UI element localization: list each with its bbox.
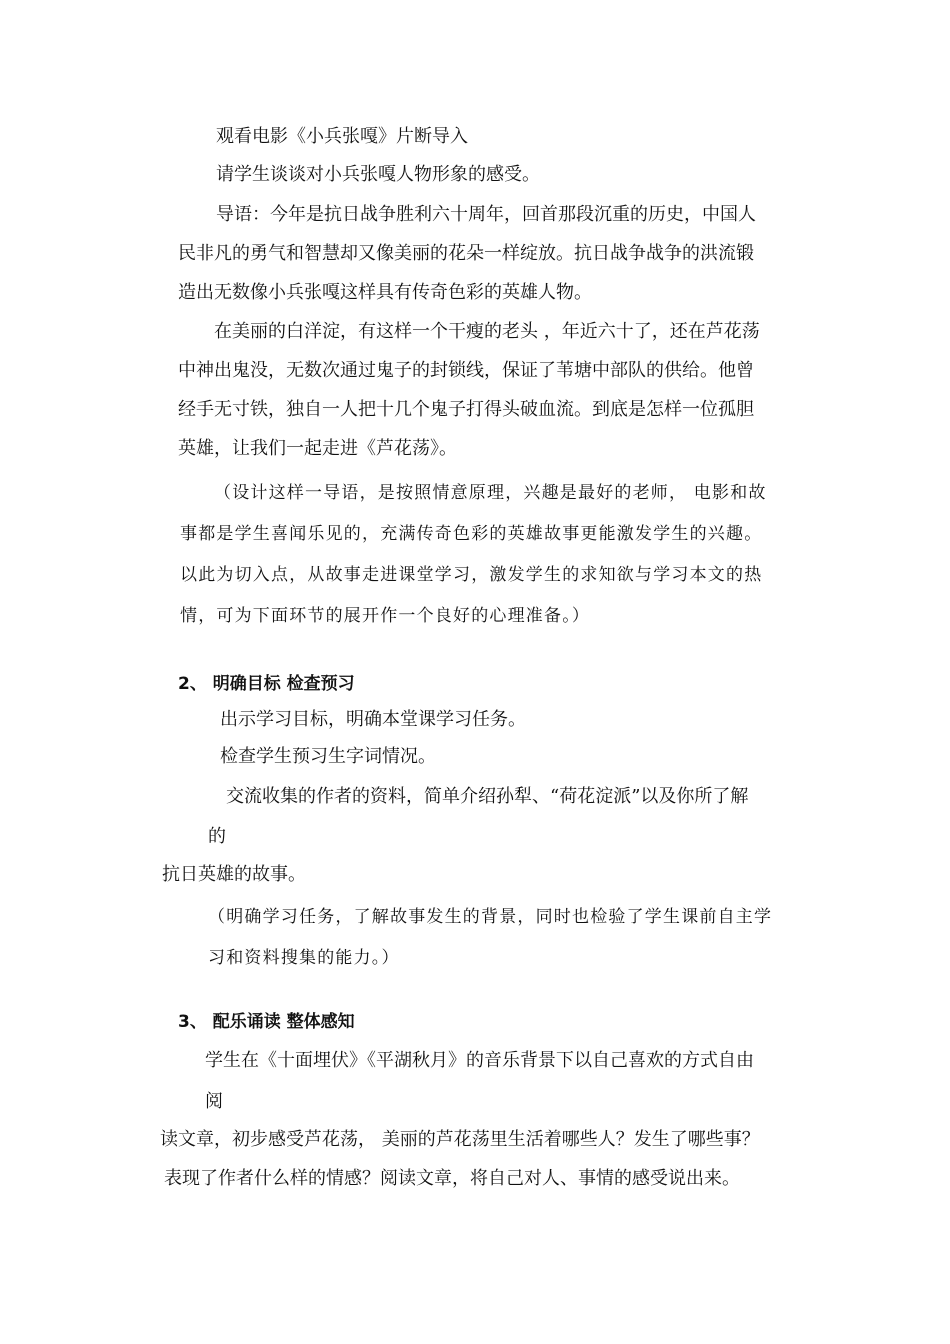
section2-line: 的	[208, 826, 226, 847]
story-paragraph-line: 中神出鬼没，无数次通过鬼子的封锁线，保证了苇塘中部队的供给。他曾	[178, 360, 754, 381]
section3-line: 学生在《十面埋伏》《平湖秋月》的音乐背景下以自己喜欢的方式自由	[205, 1050, 754, 1071]
guide-paragraph-line: 民非凡的勇气和智慧却又像美丽的花朵一样绽放。抗日战争战争的洪流锻	[178, 243, 754, 264]
story-paragraph-line: 英雄，让我们一起走进《芦花荡》。	[178, 438, 457, 459]
design-note-line: 事都是学生喜闻乐见的，充满传奇色彩的英雄故事更能激发学生的兴趣。	[180, 524, 763, 544]
intro-line: 请学生谈谈对小兵张嘎人物形象的感受。	[216, 164, 540, 185]
section3-line: 读文章，初步感受芦花荡， 美丽的芦花荡里生活着哪些人？发生了哪些事？	[160, 1129, 760, 1150]
guide-paragraph-line: 导语：今年是抗日战争胜利六十周年，回首那段沉重的历史，中国人	[216, 204, 756, 225]
story-paragraph-line: 经手无寸铁，独自一人把十几个鬼子打得头破血流。到底是怎样一位孤胆	[178, 399, 754, 420]
section2-line: 检查学生预习生字词情况。	[220, 746, 436, 767]
section2-line: 抗日英雄的故事。	[162, 864, 306, 885]
design-note-line: 习和资料搜集的能力。）	[208, 948, 400, 968]
design-note-line: 情，可为下面环节的展开作一个良好的心理准备。）	[180, 606, 591, 626]
story-paragraph-line: 在美丽的白洋淀，有这样一个干瘦的老头 ，年近六十了，还在芦花荡	[214, 321, 760, 342]
section3-line: 阅	[205, 1091, 223, 1112]
intro-line: 观看电影《小兵张嘎》片断导入	[216, 126, 468, 147]
design-note-line: （明确学习任务，了解故事发生的背景，同时也检验了学生课前自主学	[208, 907, 773, 927]
section3-line: 表现了作者什么样的情感？阅读文章，将自己对人、事情的感受说出来。	[164, 1168, 740, 1189]
section-heading: 3、 配乐诵读 整体感知	[178, 1012, 355, 1032]
design-note-line: （设计这样一导语，是按照情意原理，兴趣是最好的老师， 电影和故	[214, 483, 767, 503]
section2-line: 交流收集的作者的资料，简单介绍孙犁、“荷花淀派”以及你所了解	[226, 786, 749, 807]
section-heading: 2、 明确目标 检查预习	[178, 674, 355, 694]
guide-paragraph-line: 造出无数像小兵张嘎这样具有传奇色彩的英雄人物。	[178, 282, 592, 303]
section2-line: 出示学习目标，明确本堂课学习任务。	[220, 709, 526, 730]
design-note-line: 以此为切入点，从故事走进课堂学习，激发学生的求知欲与学习本文的热	[180, 565, 763, 585]
